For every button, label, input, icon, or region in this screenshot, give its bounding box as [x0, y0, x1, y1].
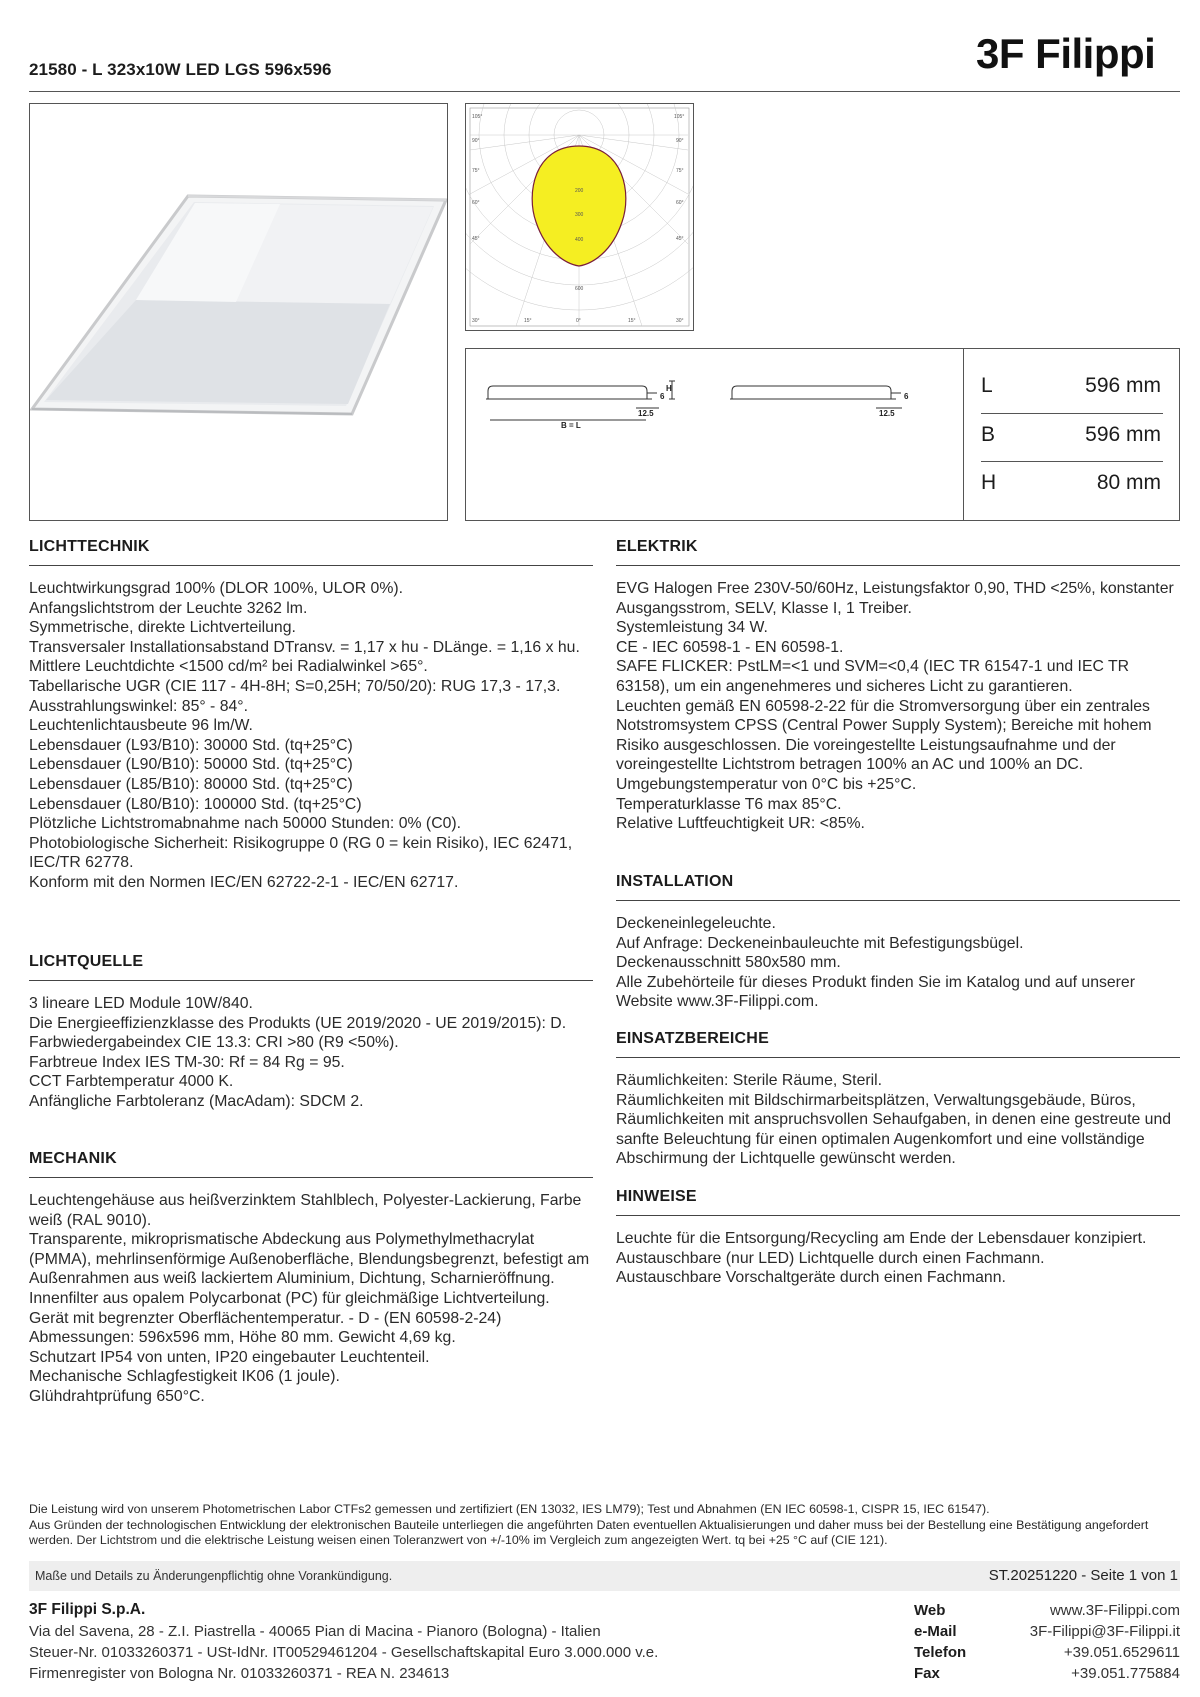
polar-bottom-1: 30° — [472, 318, 480, 324]
section-title: HINWEISE — [616, 1188, 1180, 1216]
polar-label-left-2: 75° — [472, 168, 480, 174]
contact-fax-label: Fax — [914, 1665, 940, 1682]
dimension-divider — [963, 348, 964, 521]
text-line: Glühdrahtprüfung 650°C. — [29, 1387, 205, 1405]
contact-fax-value: +39.051.775884 — [1071, 1665, 1180, 1682]
polar-bottom-3: 0° — [576, 318, 581, 324]
text-line: Auf Anfrage: Deckeneinbauleuchte mit Befestigungsbügel. — [616, 934, 1024, 952]
text-line: Ausstrahlungswinkel: 85° - 84°. — [29, 697, 248, 715]
dim-label-12-5a: 12.5 — [638, 409, 654, 418]
polar-radial-3: 400 — [575, 237, 584, 243]
address-line: Via del Savena, 28 - Z.I. Piastrella - 40065 Pian di Macina - Pianoro (Bologna) - Italien — [29, 1623, 601, 1640]
product-title: 21580 - L 323x10W LED LGS 596x596 — [29, 60, 332, 79]
text-line: Tabellarische UGR (CIE 117 - 4H-8H; S=0,25H; 70/50/20): RUG 17,3 - 17,3. — [29, 677, 561, 695]
text-line: Transparente, mikroprismatische Abdeckung aus Polymethylmethacrylat (PMMA), mehrlinsenförmige Außenoberfläche, Blendungsbegrenzt, befestigt am Außenrahmen aus weiß lackiertem Aluminium, Dichtung, Scharnieröffnung. — [29, 1231, 590, 1288]
dimension-value: 596 mm — [1085, 423, 1161, 446]
text-line: Mechanische Schlagfestigkeit IK06 (1 joule). — [29, 1368, 340, 1386]
section-elektrik — [616, 538, 1180, 834]
disclaimer-text: Maße und Details zu Änderungenpflichtig ohne Vorankündigung. — [35, 1569, 393, 1583]
text-line: Innenfilter aus opalem Polycarbonat (PC) für gleichmäßige Lichtverteilung. — [29, 1289, 550, 1307]
contact-email-label: e-Mail — [914, 1623, 957, 1640]
polar-label-left-4: 45° — [472, 236, 480, 242]
text-line: Konform mit den Normen IEC/EN 62722-2-1 - IEC/EN 62717. — [29, 873, 459, 891]
product-photo — [29, 103, 448, 521]
text-line: Umgebungstemperatur von 0°C bis +25°C. — [616, 775, 917, 793]
dimension-row-b — [981, 415, 1163, 462]
page-reference: ST.20251220 - Seite 1 von 1 — [988, 1567, 1178, 1584]
polar-label-right-2: 75° — [676, 168, 684, 174]
polar-label-right-1: 90° — [676, 138, 684, 144]
text-line: Transversaler Installationsabstand DTransv. = 1,17 x hu - DLänge. = 1,16 x hu. — [29, 638, 580, 656]
text-line: Austauschbare (nur LED) Lichtquelle durch einen Fachmann. — [616, 1249, 1045, 1267]
contact-web-label: Web — [914, 1602, 946, 1619]
text-line: Räumlichkeiten: Sterile Räume, Steril. — [616, 1072, 883, 1089]
dimension-row-l — [981, 366, 1163, 413]
dimension-key: H — [981, 471, 997, 494]
polar-bottom-2: 15° — [524, 318, 532, 324]
section-einsatzbereiche — [616, 1030, 1180, 1169]
polar-label-left-1: 90° — [472, 138, 480, 144]
polar-bottom-5: 30° — [676, 318, 684, 324]
text-line: SAFE FLICKER: PstLM=<1 und SVM=<0,4 (IEC TR 61547-1 und IEC TR 63158), um ein angenehmeres und sicheres Licht zu garantieren. — [616, 658, 1130, 695]
text-line: Lebensdauer (L90/B10): 50000 Std. (tq+25°C) — [29, 756, 353, 774]
text-line: Farbtreue Index IES TM-30: Rf = 84 Rg = 95. — [29, 1053, 345, 1071]
text-line: Räumlichkeiten mit Bildschirmarbeitsplätzen, Verwaltungsgebäude, Büros, Räumlichkeiten mit anspruchsvollen Sehaufgaben, in denen eine gestreute und sanfte Beleuchtung für einen optimalen Augenkomfort und eine vollständige Abschirmung der Lichtquelle gewünscht werden. — [616, 1091, 1172, 1168]
company-name: 3F Filippi S.p.A. — [29, 1601, 146, 1618]
brand-logo — [976, 26, 1180, 78]
dim-label-6a: 6 — [660, 392, 665, 401]
text-line: CCT Farbtemperatur 4000 K. — [29, 1073, 234, 1091]
text-line: EVG Halogen Free 230V-50/60Hz, Leistungsfaktor 0,90, THD <25%, konstanter Ausgangsstrom, SELV, Klasse I, 1 Treiber. — [616, 580, 1174, 617]
section-title: INSTALLATION — [616, 873, 1180, 901]
text-line: Alle Zubehörteile für dieses Produkt finden Sie im Katalog und auf unserer Website www.3F-Filippi.com. — [616, 973, 1135, 1011]
text-line: Systemleistung 34 W. — [616, 619, 768, 637]
section-title: LICHTQUELLE — [29, 953, 593, 981]
section-title: EINSATZBEREICHE — [616, 1030, 1180, 1058]
section-hinweise — [616, 1188, 1180, 1288]
dimension-key: B — [981, 423, 996, 446]
header-divider — [29, 91, 1180, 92]
text-line: Plötzliche Lichtstromabnahme nach 50000 Stunden: 0% (C0). — [29, 815, 462, 833]
section-mechanik — [29, 1150, 593, 1407]
section-title: ELEKTRIK — [616, 538, 1180, 566]
text-line: Photobiologische Sicherheit: Risikogruppe 0 (RG 0 = kein Risiko), IEC 62471, IEC/TR 62778. — [29, 834, 573, 872]
text-line: Lebensdauer (L80/B10): 100000 Std. (tq+25°C) — [29, 795, 362, 813]
text-line: 3 lineare LED Module 10W/840. — [29, 995, 253, 1012]
contact-phone-label: Telefon — [914, 1644, 967, 1661]
section-lichtquelle — [29, 953, 593, 1112]
text-line: Die Leistung wird von unserem Photometrischen Labor CTFs2 gemessen und zertifiziert (EN 13032, IES LM79); Test und Abnahmen (EN IEC 60598-1, CISPR 15, IEC 61547). — [29, 1502, 990, 1516]
dimension-value: 596 mm — [1085, 374, 1161, 397]
section-body — [616, 1229, 1180, 1288]
text-line: Symmetrische, direkte Lichtverteilung. — [29, 619, 296, 637]
text-line: Temperaturklasse T6 max 85°C. — [616, 795, 842, 813]
section-body — [616, 1071, 1180, 1169]
text-line: Leuchtwirkungsgrad 100% (DLOR 100%, ULOR 0%). — [29, 580, 404, 597]
text-line: Die Energieeffizienzklasse des Produkts (UE 2019/2020 - UE 2019/2015): D. — [29, 1014, 567, 1032]
polar-label-right-4: 45° — [676, 236, 684, 242]
dimension-row-h — [981, 463, 1163, 510]
dimension-rule — [981, 413, 1163, 414]
dim-label-h: H — [666, 384, 672, 393]
text-line: Lebensdauer (L85/B10): 80000 Std. (tq+25°C) — [29, 775, 353, 793]
brand-logo-text: 3F Filippi — [976, 30, 1156, 77]
polar-label-left-3: 60° — [472, 200, 480, 206]
polar-label-tr: 105° — [674, 114, 685, 120]
dimension-rule — [981, 461, 1163, 462]
section-title: MECHANIK — [29, 1150, 593, 1178]
text-line: Abmessungen: 596x596 mm, Höhe 80 mm. Gewicht 4,69 kg. — [29, 1329, 456, 1347]
text-line: Austauschbare Vorschaltgeräte durch einen Fachmann. — [616, 1269, 1006, 1287]
polar-diagram — [465, 103, 694, 331]
text-line: Gerät mit begrenzter Oberflächentemperatur. - D - (EN 60598-2-24) — [29, 1309, 502, 1327]
section-body — [616, 579, 1180, 834]
text-line: Schutzart IP54 von unten, IP20 eingebauter Leuchtenteil. — [29, 1348, 430, 1366]
section-body — [616, 914, 1180, 1012]
text-line: Leuchtengehäuse aus heißverzinktem Stahlblech, Polyester-Lackierung, Farbe weiß (RAL 9010). — [29, 1192, 582, 1229]
text-line: Mittlere Leuchtdichte <1500 cd/m² bei Radialwinkel >65°. — [29, 658, 428, 676]
contact-web-link[interactable]: www.3F-Filippi.com — [1049, 1602, 1180, 1619]
text-line: Aus Gründen der technologischen Entwicklung der elektronischen Bauteile unterliegen die angeführten Daten eventuellen Aktualisierungen und daher muss bei der Bestellung eine Bestätigung angefordert werden. Der Lichtstrom und die elektrische Leistung weisen einen Toleranzwert von +/-10% im Vergleich zum angezeigten Wert. tq bei +25 °C auf (CIE 121). — [29, 1517, 1149, 1548]
section-body — [29, 1191, 593, 1407]
footer-notes — [29, 1502, 1180, 1549]
text-line: Lebensdauer (L93/B10): 30000 Std. (tq+25°C) — [29, 736, 353, 754]
tax-line: Steuer-Nr. 01033260371 - USt-IdNr. IT00529461204 - Gesellschaftskapital Euro 3.000.000 v.e. — [29, 1644, 659, 1661]
text-line: CE - IEC 60598-1 - EN 60598-1. — [616, 638, 844, 656]
polar-label-tl: 105° — [472, 114, 483, 120]
text-line: Deckeneinlegeleuchte. — [616, 915, 776, 932]
text-line: Anfängliche Farbtoleranz (MacAdam): SDCM 2. — [29, 1092, 364, 1110]
dim-label-bl: B = L — [561, 421, 581, 430]
text-line: Anfangslichtstrom der Leuchte 3262 lm. — [29, 599, 308, 617]
section-body — [29, 579, 593, 893]
dim-label-12-5b: 12.5 — [879, 409, 895, 418]
text-line: Deckenausschnitt 580x580 mm. — [616, 954, 841, 972]
register-line: Firmenregister von Bologna Nr. 01033260371 - REA N. 234613 — [29, 1665, 450, 1682]
section-installation — [616, 873, 1180, 1012]
section-title: LICHTTECHNIK — [29, 538, 593, 566]
text-line: Leuchtenlichtausbeute 96 lm/W. — [29, 717, 253, 735]
text-line: Relative Luftfeuchtigkeit UR: <85%. — [616, 815, 865, 833]
polar-bottom-4: 15° — [628, 318, 636, 324]
section-lichttechnik — [29, 538, 593, 893]
dimension-key: L — [981, 374, 993, 397]
polar-radial-4: 600 — [575, 286, 584, 292]
polar-label-right-3: 60° — [676, 200, 684, 206]
polar-radial-2: 300 — [575, 212, 584, 218]
dim-label-6b: 6 — [904, 392, 909, 401]
contact-email-link[interactable]: 3F-Filippi@3F-Filippi.it — [1029, 1623, 1180, 1640]
contact-phone-value: +39.051.6529611 — [1063, 1644, 1180, 1661]
section-body — [29, 994, 593, 1112]
polar-radial-1: 200 — [575, 188, 584, 194]
text-line: Leuchten gemäß EN 60598-2-22 für die Stromversorgung über ein zentrales Notstromsystem CPSS (Central Power Supply System); Bereiche mit hohem Risiko ausgeschlossen. Die voreingestellte Leistungsaufnahme und der voreingestellte Lichtstrom betragen 100% an AC und 100% an DC. — [616, 697, 1152, 774]
text-line: Farbwiedergabeindex CIE 13.3: CRI >80 (R9 <50%). — [29, 1034, 399, 1052]
text-line: Leuchte für die Entsorgung/Recycling am Ende der Lebensdauer konzipiert. — [616, 1230, 1147, 1247]
dimension-value: 80 mm — [1096, 471, 1161, 494]
